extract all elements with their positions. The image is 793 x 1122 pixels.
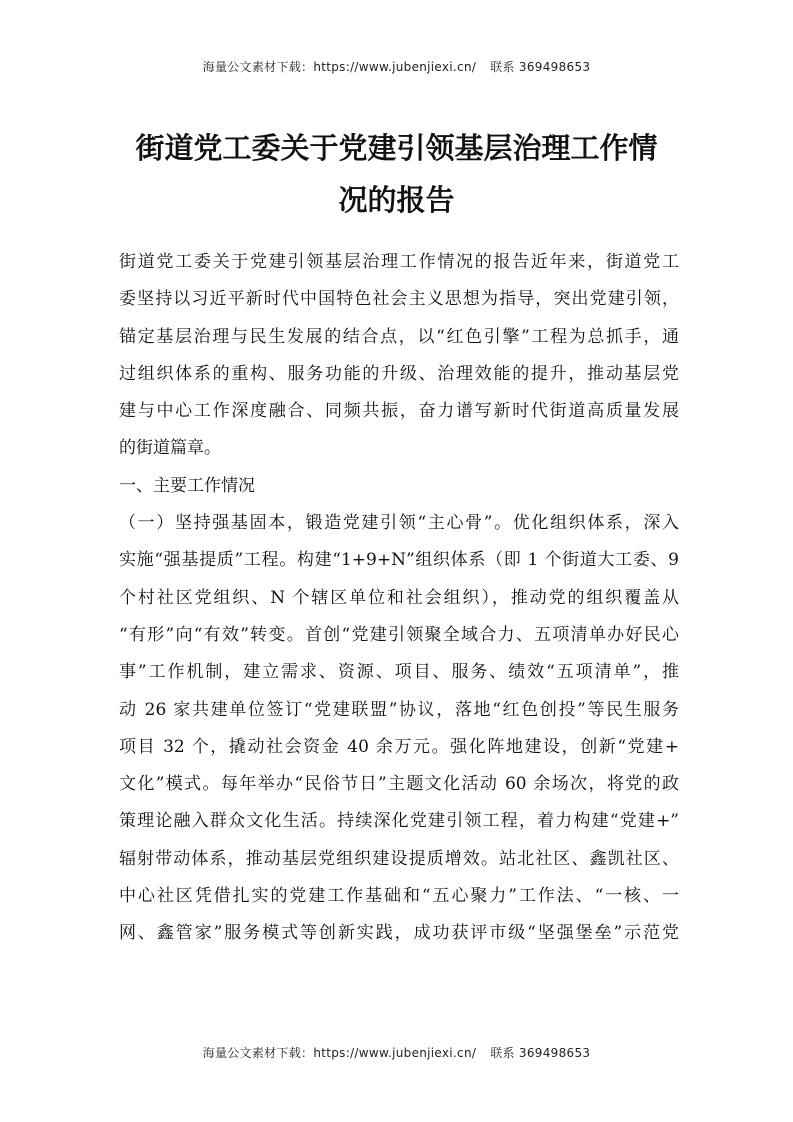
text-line: 建与中心工作深度融合、同频共振，奋力谱写新时代街道高质量发展 bbox=[119, 401, 679, 422]
document-title bbox=[110, 122, 683, 226]
text-line: 策理论融入群众文化生活。持续深化党建引领工程，着力构建“党建+” bbox=[119, 811, 679, 832]
page-header bbox=[0, 58, 793, 75]
text-line: 的街道篇章。 bbox=[119, 438, 221, 459]
header-label: 海量公文素材下载： bbox=[202, 60, 314, 74]
footer-contact: 联系 369498653 bbox=[490, 1046, 591, 1060]
text-line: 街道党工委关于党建引领基层治理工作情况的报告近年来，街道党工 bbox=[119, 252, 679, 272]
footer-url-link[interactable]: https://www.jubenjiexi.cn/ bbox=[313, 1046, 477, 1060]
text-line: “有形”向“有效”转变。首创“党建引领聚全域合力、五项清单办好民心 bbox=[119, 624, 679, 645]
page-footer bbox=[0, 1044, 793, 1061]
text-line: 委坚持以习近平新时代中国特色社会主义思想为指导，突出党建引领， bbox=[119, 289, 679, 310]
text-line: 事”工作机制，建立需求、资源、项目、服务、绩效“五项清单”，推 bbox=[119, 662, 679, 683]
intro-paragraph bbox=[119, 244, 679, 468]
text-line: 项目 32 个，撬动社会资金 40 余万元。强化阵地建设，创新“党建+ bbox=[119, 736, 679, 757]
text-line: 一、主要工作情况 bbox=[119, 475, 255, 496]
text-line: 实施“强基提质”工程。构建“1+9+N”组织体系（即 1 个街道大工委、9 bbox=[119, 550, 679, 571]
title-line-1: 街道党工委关于党建引领基层治理工作情 bbox=[135, 131, 658, 165]
text-line: 中心社区凭借扎实的党建工作基础和“五心聚力”工作法、“一核、一 bbox=[119, 886, 679, 907]
text-line: 过组织体系的重构、服务功能的升级、治理效能的提升，推动基层党 bbox=[119, 363, 679, 384]
document-body bbox=[119, 244, 679, 953]
text-line: 文化”模式。每年举办“民俗节日”主题文化活动 60 余场次，将党的政 bbox=[119, 774, 679, 795]
text-line: 锚定基层治理与民生发展的结合点，以“红色引擎”工程为总抓手，通 bbox=[119, 326, 679, 347]
text-line: （一）坚持强基固本，锻造党建引领“主心骨”。优化组织体系，深入 bbox=[119, 513, 679, 534]
section-1-paragraph bbox=[119, 505, 679, 953]
footer-label: 海量公文素材下载： bbox=[202, 1046, 314, 1060]
section-heading bbox=[119, 468, 679, 505]
title-line-2: 况的报告 bbox=[338, 183, 455, 217]
text-line: 网、鑫管家”服务模式等创新实践，成功获评市级“坚强堡垒”示范党 bbox=[119, 923, 679, 944]
text-line: 辐射带动体系，推动基层党组织建设提质增效。站北社区、鑫凯社区、 bbox=[119, 848, 679, 869]
header-contact: 联系 369498653 bbox=[490, 60, 591, 74]
text-line: 动 26 家共建单位签订“党建联盟”协议，落地“红色创投”等民生服务 bbox=[119, 699, 679, 720]
text-line: 个村社区党组织、N 个辖区单位和社会组织），推动党的组织覆盖从 bbox=[119, 587, 679, 608]
header-url-link[interactable]: https://www.jubenjiexi.cn/ bbox=[313, 60, 477, 74]
